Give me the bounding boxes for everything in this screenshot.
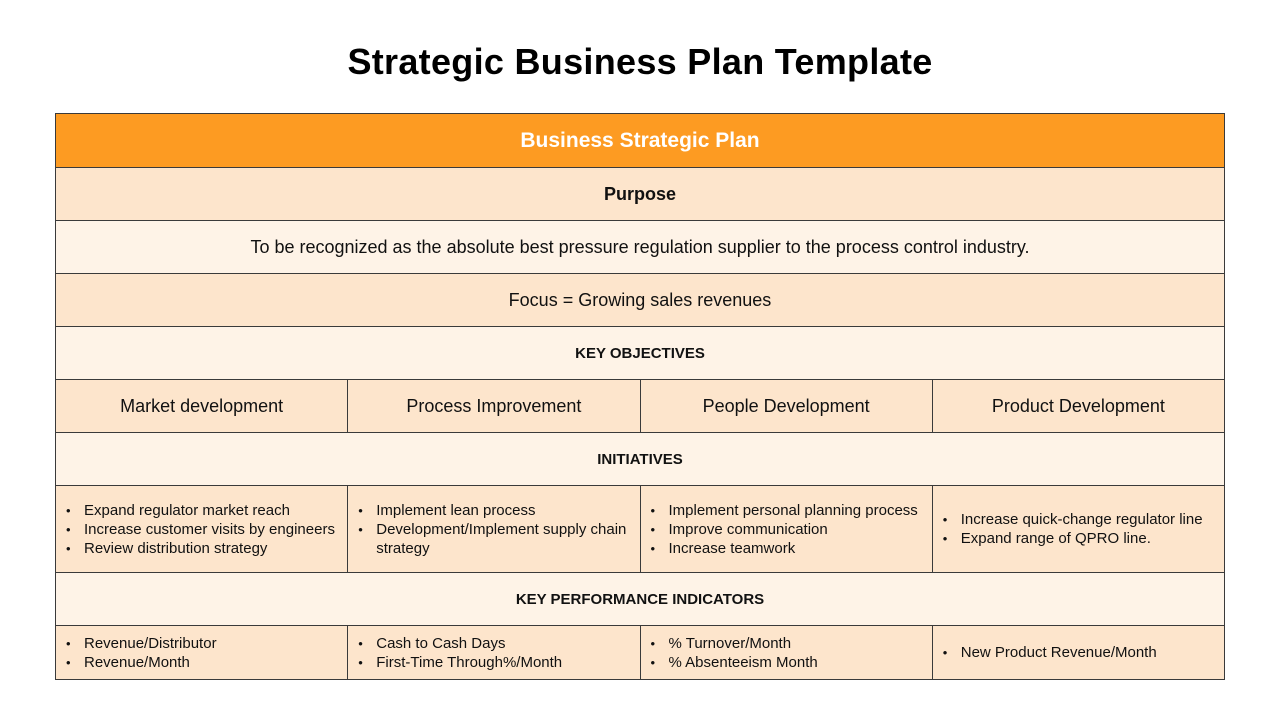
initiatives-cell bbox=[932, 486, 1224, 573]
list-item: • Increase quick-change regulator line bbox=[961, 510, 1214, 529]
list-item: • Revenue/Distributor bbox=[84, 634, 337, 653]
initiatives-cell bbox=[56, 486, 348, 573]
list-item: • Implement personal planning process bbox=[669, 501, 922, 520]
list-item: • First-Time Through%/Month bbox=[376, 653, 629, 672]
initiatives-list bbox=[358, 501, 629, 558]
list-item: • % Absenteeism Month bbox=[669, 653, 922, 672]
plan-header: Business Strategic Plan bbox=[56, 114, 1225, 168]
strategic-plan-table bbox=[55, 113, 1225, 680]
objective-cell: Product Development bbox=[932, 380, 1224, 433]
kpi-cell bbox=[348, 626, 640, 680]
objective-cell: Process Improvement bbox=[348, 380, 640, 433]
list-item: • Development/Implement supply chain strategy bbox=[376, 520, 629, 558]
page-title: Strategic Business Plan Template bbox=[347, 41, 933, 82]
kpi-cell bbox=[932, 626, 1224, 680]
kpi-list bbox=[943, 643, 1214, 662]
list-item: • % Turnover/Month bbox=[669, 634, 922, 653]
list-item: • Cash to Cash Days bbox=[376, 634, 629, 653]
list-item: • Increase teamwork bbox=[669, 539, 922, 558]
list-item: • Increase customer visits by engineers bbox=[84, 520, 337, 539]
kpi-list bbox=[66, 634, 337, 672]
initiatives-label: INITIATIVES bbox=[56, 433, 1225, 486]
purpose-label: Purpose bbox=[56, 168, 1225, 221]
list-item: • Improve communication bbox=[669, 520, 922, 539]
objective-cell: Market development bbox=[56, 380, 348, 433]
initiatives-list bbox=[651, 501, 922, 558]
list-item: • Expand range of QPRO line. bbox=[961, 529, 1214, 548]
initiatives-cell bbox=[348, 486, 640, 573]
list-item: • Implement lean process bbox=[376, 501, 629, 520]
kpi-cell bbox=[640, 626, 932, 680]
list-item: • Expand regulator market reach bbox=[84, 501, 337, 520]
kpi-list bbox=[358, 634, 629, 672]
list-item: • Revenue/Month bbox=[84, 653, 337, 672]
kpi-label: KEY PERFORMANCE INDICATORS bbox=[56, 573, 1225, 626]
key-objectives-label: KEY OBJECTIVES bbox=[56, 327, 1225, 380]
purpose-text: To be recognized as the absolute best pressure regulation supplier to the process control industry. bbox=[56, 221, 1225, 274]
focus-text: Focus = Growing sales revenues bbox=[56, 274, 1225, 327]
initiatives-list bbox=[66, 501, 337, 558]
initiatives-cell bbox=[640, 486, 932, 573]
kpi-cell bbox=[56, 626, 348, 680]
kpi-list bbox=[651, 634, 922, 672]
objective-cell: People Development bbox=[640, 380, 932, 433]
initiatives-list bbox=[943, 510, 1214, 548]
list-item: • Review distribution strategy bbox=[84, 539, 337, 558]
list-item: • New Product Revenue/Month bbox=[961, 643, 1214, 662]
